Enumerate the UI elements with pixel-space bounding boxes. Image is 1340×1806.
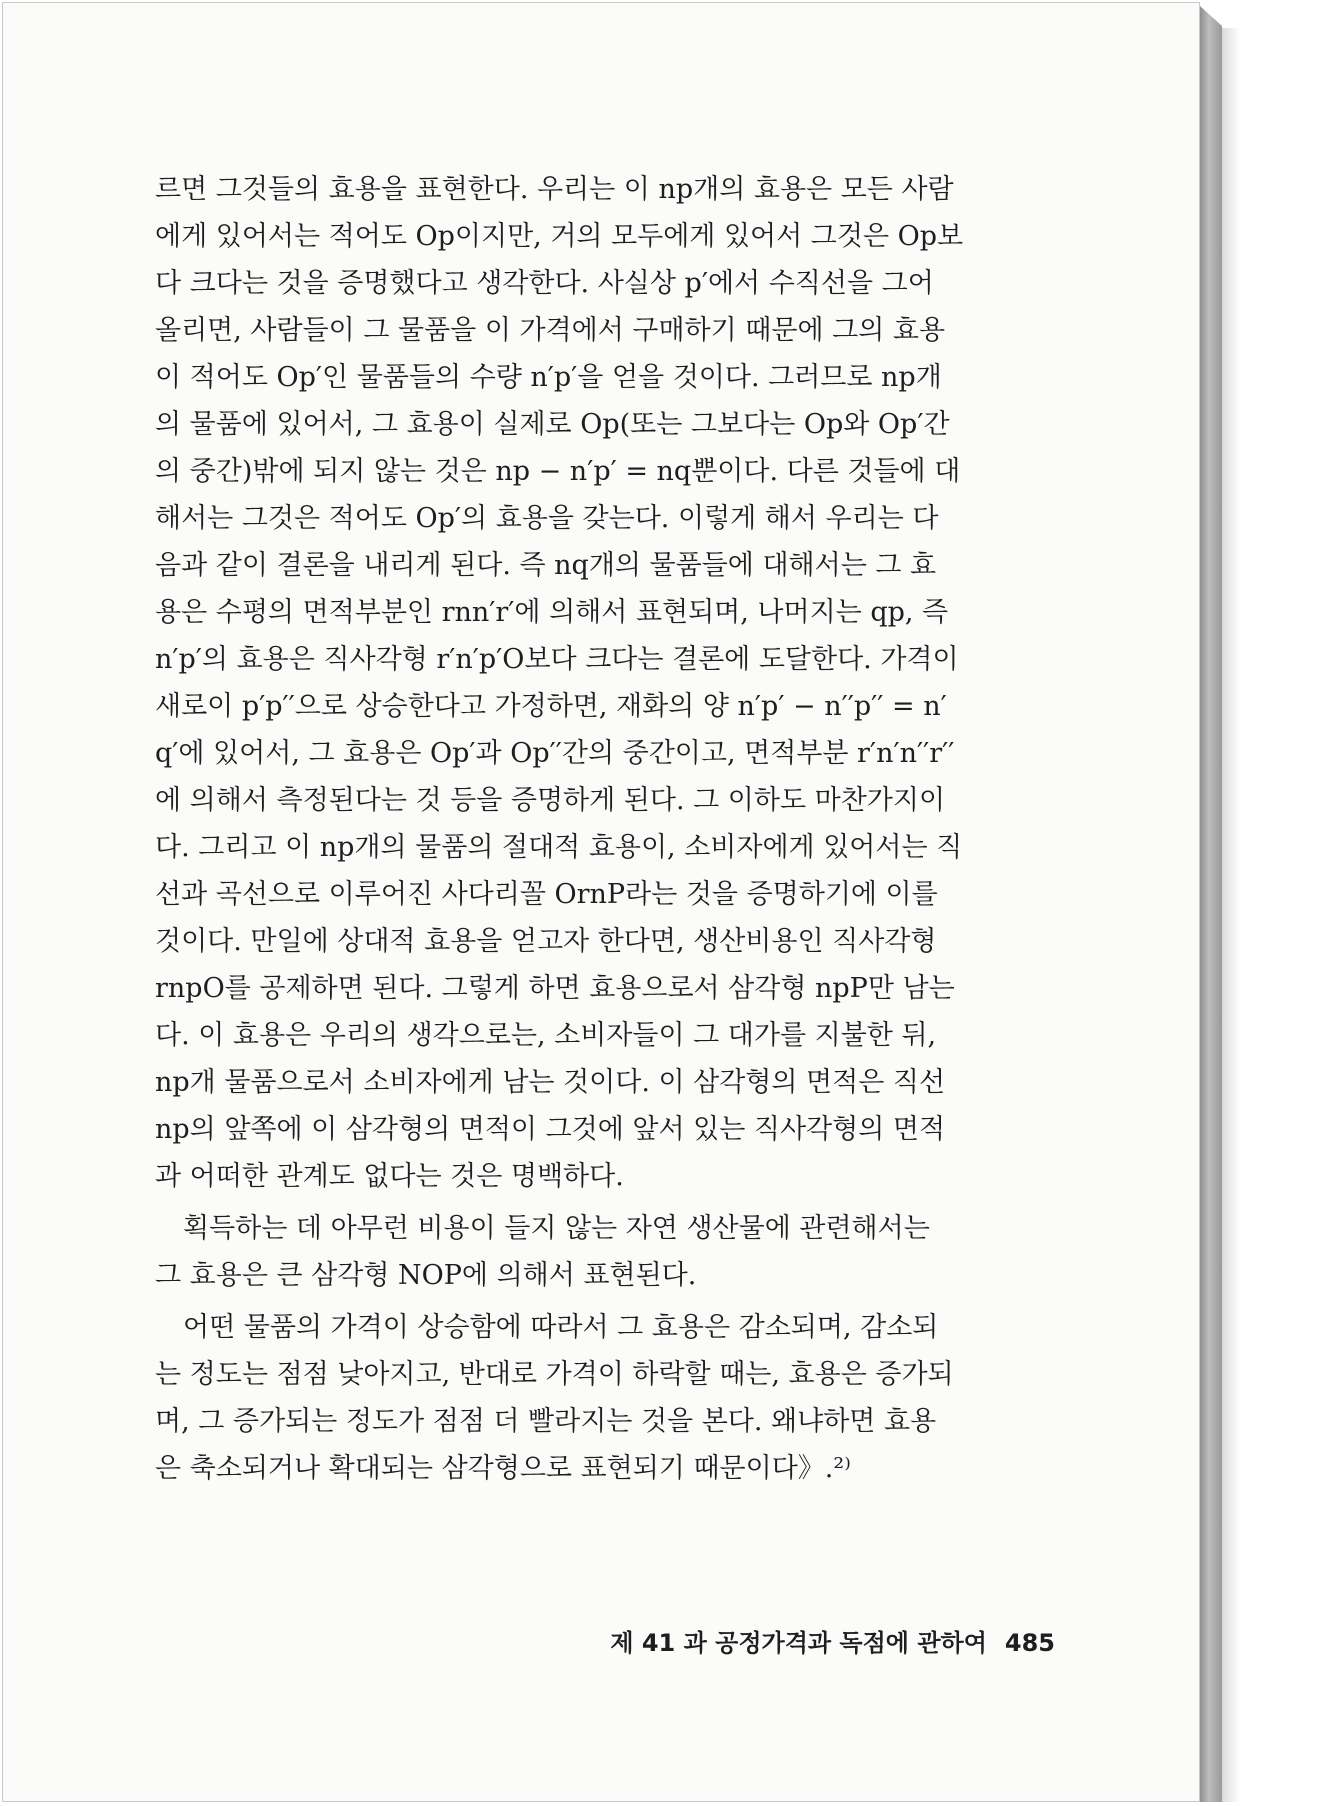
page-shadow [1222, 28, 1240, 1802]
text-line: 며, 그 증가되는 정도가 점점 더 빨라지는 것을 본다. 왜냐하면 효용 [155, 1406, 937, 1437]
text-line: n′p′의 효용은 직사각형 r′n′p′O보다 크다는 결론에 도달한다. 가격이 [155, 644, 959, 675]
text-line: 것이다. 만일에 상대적 효용을 얻고자 한다면, 생산비용인 직사각형 [155, 926, 937, 957]
text-line: 다. 이 효용은 우리의 생각으로는, 소비자들이 그 대가를 지불한 뒤, [155, 1020, 937, 1051]
running-head [155, 1623, 1055, 1663]
text-line: q′에 있어서, 그 효용은 Op′과 Op′′간의 중간이고, 면적부분 r′n′n′′r′′ [155, 738, 955, 769]
text-line: 다. 그리고 이 np개의 물품의 절대적 효용이, 소비자에게 있어서는 직 [155, 832, 963, 863]
text-line: 올리면, 사람들이 그 물품을 이 가격에서 구매하기 때문에 그의 효용 [155, 315, 946, 346]
text-line: 선과 곡선으로 이루어진 사다리꼴 OrnP라는 것을 증명하기에 이를 [155, 879, 938, 910]
text-line: rnpO를 공제하면 된다. 그렇게 하면 효용으로서 삼각형 npP만 남는 [155, 973, 955, 1004]
text-line: np의 앞쪽에 이 삼각형의 면적이 그것에 앞서 있는 직사각형의 면적 [155, 1114, 946, 1145]
text-line: 획득하는 데 아무런 비용이 들지 않는 자연 생산물에 관련해서는 [183, 1213, 930, 1244]
text-line: 그 효용은 큰 삼각형 NOP에 의해서 표현된다. [155, 1260, 697, 1291]
text-line: 에게 있어서는 적어도 Op이지만, 거의 모두에게 있어서 그것은 Op보 [155, 221, 964, 252]
text-line: 용은 수평의 면적부분인 rnn′r′에 의해서 표현되며, 나머지는 qp, 즉 [155, 597, 949, 628]
text-line: 음과 같이 결론을 내리게 된다. 즉 nq개의 물품들에 대해서는 그 효 [155, 550, 937, 581]
text-line: 는 정도는 점점 낮아지고, 반대로 가격이 하락할 때는, 효용은 증가되 [155, 1359, 954, 1390]
page-edge [1200, 6, 1222, 1802]
text-line: 어떤 물품의 가격이 상승함에 따라서 그 효용은 감소되며, 감소되 [183, 1312, 939, 1343]
text-line: 다 크다는 것을 증명했다고 생각한다. 사실상 p′에서 수직선을 그어 [155, 268, 934, 299]
chapter-title: 제 41 과 공정가격과 독점에 관하여 [610, 1629, 987, 1657]
page [2, 2, 1200, 1802]
text-line: 해서는 그것은 적어도 Op′의 효용을 갖는다. 이렇게 해서 우리는 다 [155, 503, 939, 534]
text-line: 의 중간)밖에 되지 않는 것은 np − n′p′ = nq뿐이다. 다른 것들에 대 [155, 456, 961, 487]
text-line: 이 적어도 Op′인 물품들의 수량 n′p′을 얻을 것이다. 그러므로 np개 [155, 362, 942, 393]
page-body [155, 3, 1055, 1802]
text-line: np개 물품으로서 소비자에게 남는 것이다. 이 삼각형의 면적은 직선 [155, 1067, 946, 1098]
text-line: 과 어떠한 관계도 없다는 것은 명백하다. [155, 1161, 624, 1192]
text-line: 새로이 p′p′′으로 상승한다고 가정하면, 재화의 양 n′p′ − n′′p′′ = n′ [155, 691, 947, 722]
text-line: 은 축소되거나 확대되는 삼각형으로 표현되기 때문이다》.²⁾ [155, 1453, 851, 1484]
text-line: 르면 그것들의 효용을 표현한다. 우리는 이 np개의 효용은 모든 사람 [155, 174, 954, 205]
page-number: 485 [1004, 1629, 1055, 1657]
text-line: 에 의해서 측정된다는 것 등을 증명하게 된다. 그 이하도 마찬가지이 [155, 785, 946, 816]
text-line: 의 물품에 있어서, 그 효용이 실제로 Op(또는 그보다는 Op와 Op′간 [155, 409, 950, 440]
